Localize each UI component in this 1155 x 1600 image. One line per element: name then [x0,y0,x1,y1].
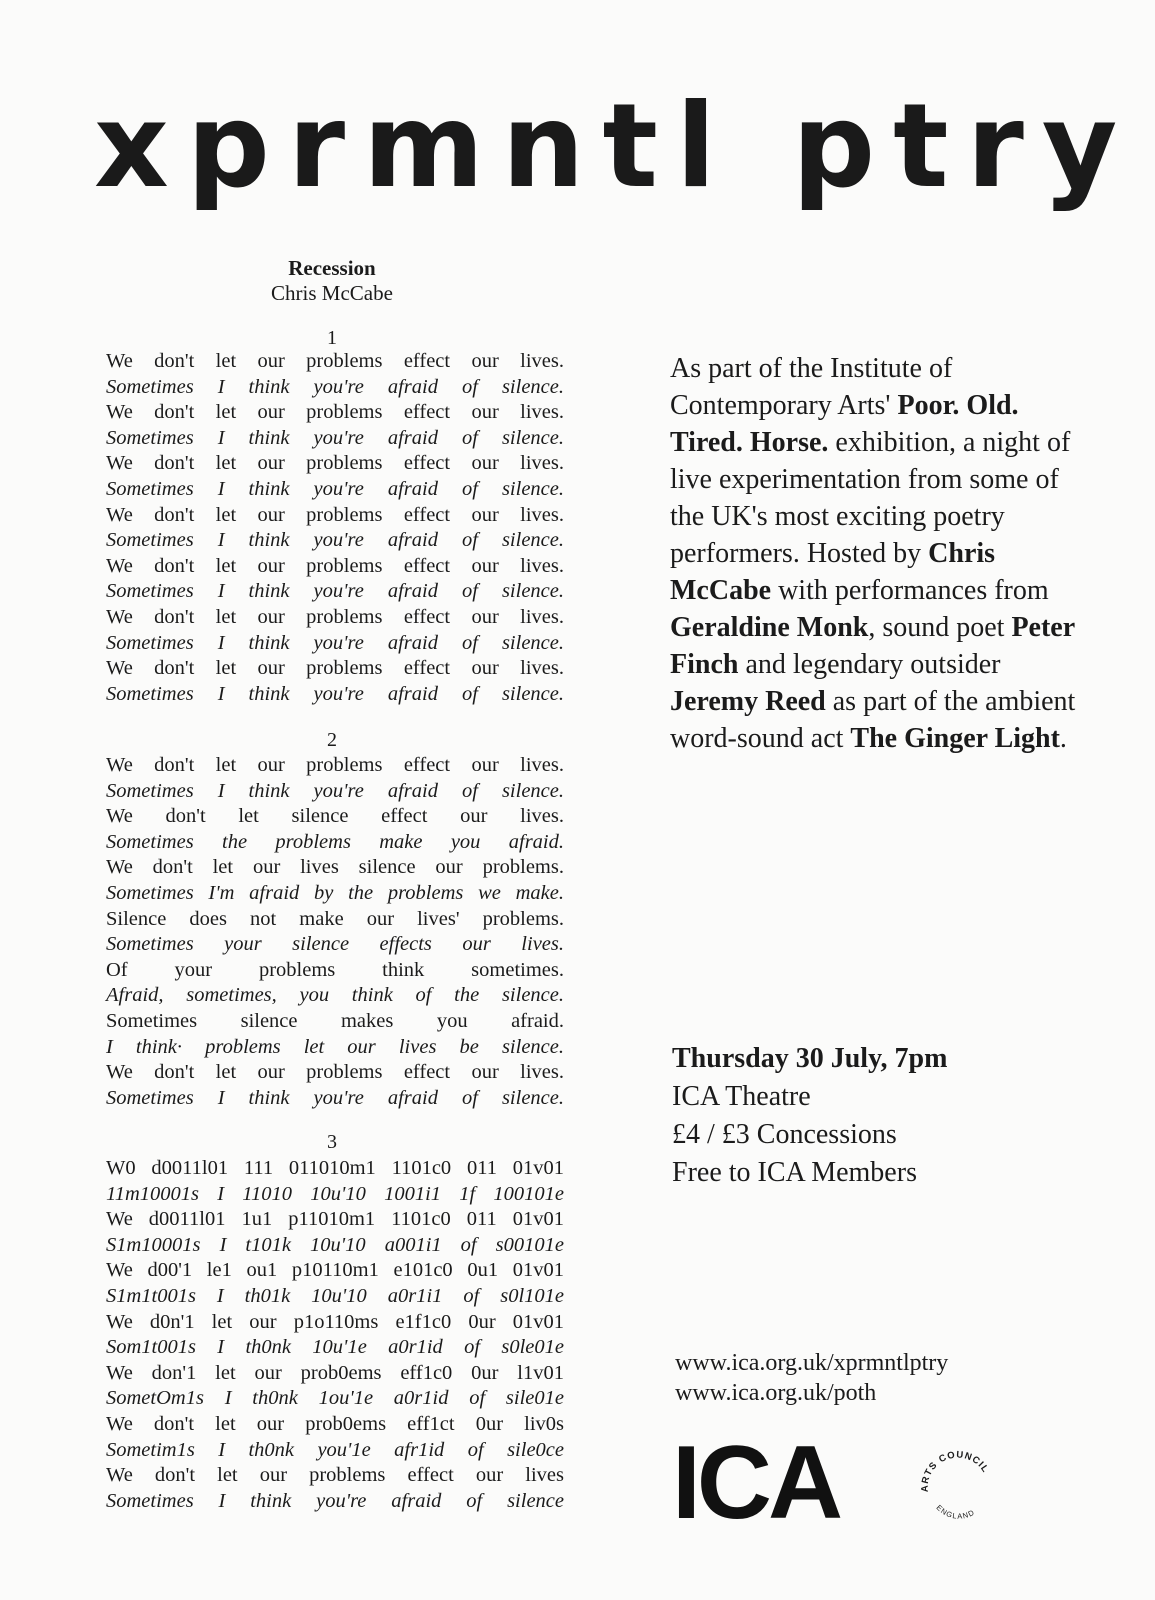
arts-council-text: ARTS COUNCIL [919,1449,991,1493]
poem-line: We don't let our problems effect our lives. [106,350,564,372]
poem-line: Sometimes the problems make you afraid. [106,830,564,853]
poem-line: Silence does not make our lives' problems. [106,907,564,930]
description-text: exhibition, a night of live experimentation from some of the UK's most exciting poetry performers. Hosted by [670,427,1071,569]
poem-line: We don't let silence effect our lives. [106,805,564,828]
act-name: The Ginger Light [850,723,1060,754]
event-link[interactable]: www.ica.org.uk/poth [675,1380,877,1406]
stanza-2 [106,753,564,1111]
event-members: Free to ICA Members [672,1157,917,1188]
performer-name: Geraldine Monk [670,612,869,643]
poem-line: We d00'1 le1 ou1 p10110m1 e101c0 0u1 01v01 [106,1259,564,1282]
poem-line: Sometim1s I th0nk you'1e afr1id of sile0ce [106,1438,564,1461]
poem-line: Som1t001s I th0nk 10u'1e a0r1id of s0le01e [106,1336,564,1359]
event-links [675,1348,1095,1408]
stanza-3 [106,1156,564,1514]
poem-line: Sometimes I think you're afraid of silence. [106,477,564,500]
poem-line: Of your problems think sometimes. [106,958,564,981]
poem-title: Recession [288,256,376,280]
poem-line: Sometimes I think you're afraid of silence. [106,1086,564,1109]
description-text: As part of the Institute of Contemporary Arts' [670,353,953,421]
poem-line: Sometimes I think you're afraid of silence. [106,779,564,802]
arts-council-england-text: ENGLAND [934,1503,977,1521]
event-price: £4 / £3 Concessions [672,1119,897,1150]
poem-line: We don't let our problems effect our lives. [106,1061,564,1084]
poem-line: Sometimes your silence effects our lives. [106,933,564,956]
performer-name: Peter Finch [670,612,1075,680]
poem-line: Afraid, sometimes, you think of the silence. [106,984,564,1007]
poem-line: We d0n'1 let our p1o110ms e1f1c0 0ur 01v01 [106,1310,564,1333]
poem-line: We don't let our problems effect our lives. [106,401,564,424]
svg-text:ARTS COUNCIL [920,1449,991,1492]
poem-line: We don't let our problems effect our lives. [106,605,564,628]
poem-line: We don't let our lives silence our problems. [106,856,564,879]
poem-line: We don't let our problems effect our lives. [106,503,564,526]
poem-line: We don't let our problems effect our lives. [106,554,564,577]
description-text: as part of the ambient word-sound act [670,686,1076,754]
poem-line: Sometimes I think you're afraid of silence. [106,682,564,705]
poem-line: 11m10001s I 11010 10u'10 1001i1 1f 100101e [106,1182,564,1205]
section-number: 2 [327,729,337,751]
exhibition-name: Poor. Old. Tired. Horse. [670,390,1019,458]
poster-title: xprmntl ptry [94,79,1136,214]
section-number: 3 [327,1131,337,1153]
poem-line: Sometimes silence makes you afraid. [106,1009,564,1032]
poem-line: Sometimes I think you're afraid of silence. [106,426,564,449]
poem-line: Sometimes I'm afraid by the problems we make. [106,881,564,904]
poem-line: Sometimes I think you're afraid of silence [106,1489,564,1512]
poem-line: S1m10001s I t101k 10u'10 a001i1 of s00101e [106,1233,564,1256]
arts-council-logo [918,1448,998,1528]
poem-line: We d0011l01 1u1 p11010m1 1101c0 011 01v01 [106,1208,564,1231]
poem-line: We don't let our problems effect our lives [106,1464,564,1487]
event-details [672,1040,1092,1192]
event-link[interactable]: www.ica.org.uk/xprmntlptry [675,1350,949,1376]
event-date-time: Thursday 30 July, 7pm [672,1043,948,1074]
poem-line: We don't let our problems effect our lives. [106,754,564,776]
svg-text:ENGLAND [934,1503,976,1521]
poem-author: Chris McCabe [271,281,393,305]
poem-line: S1m1t001s I th01k 10u'10 a0r1i1 of s0l101e [106,1284,564,1307]
poem-line: We don't let our problems effect our lives. [106,452,564,475]
poem-line: We don'1 let our prob0ems eff1c0 0ur l1v01 [106,1361,564,1384]
section-number: 1 [327,327,337,349]
event-venue: ICA Theatre [672,1081,811,1112]
stanza-1 [106,349,564,707]
performer-name: Jeremy Reed [670,686,826,717]
poem-line: Sometimes I think you're afraid of silence. [106,375,564,398]
description-text: , sound poet [868,612,1005,643]
host-name: Chris McCabe [670,538,996,606]
event-description [670,350,1090,757]
description-text: with performances from [778,575,1049,606]
poem-line: Sometimes I think you're afraid of silence. [106,631,564,654]
poem-line: We don't let our problems effect our lives. [106,657,564,680]
poem-line: We don't let our prob0ems eff1ct 0ur liv0s [106,1412,564,1435]
poem-line: W0 d0011l01 111 011010m1 1101c0 011 01v01 [106,1157,564,1179]
poem-line: Sometimes I think you're afraid of silence. [106,529,564,552]
poem-line: I think· problems let our lives be silence. [106,1035,564,1058]
poem-line: SometOm1s I th0nk 1ou'1e a0r1id of sile01e [106,1387,564,1410]
description-text: and legendary outsider [745,649,1001,680]
poem-line: Sometimes I think you're afraid of silence. [106,580,564,603]
ica-logo: ICA [672,1425,840,1541]
description-text: . [1059,723,1067,754]
